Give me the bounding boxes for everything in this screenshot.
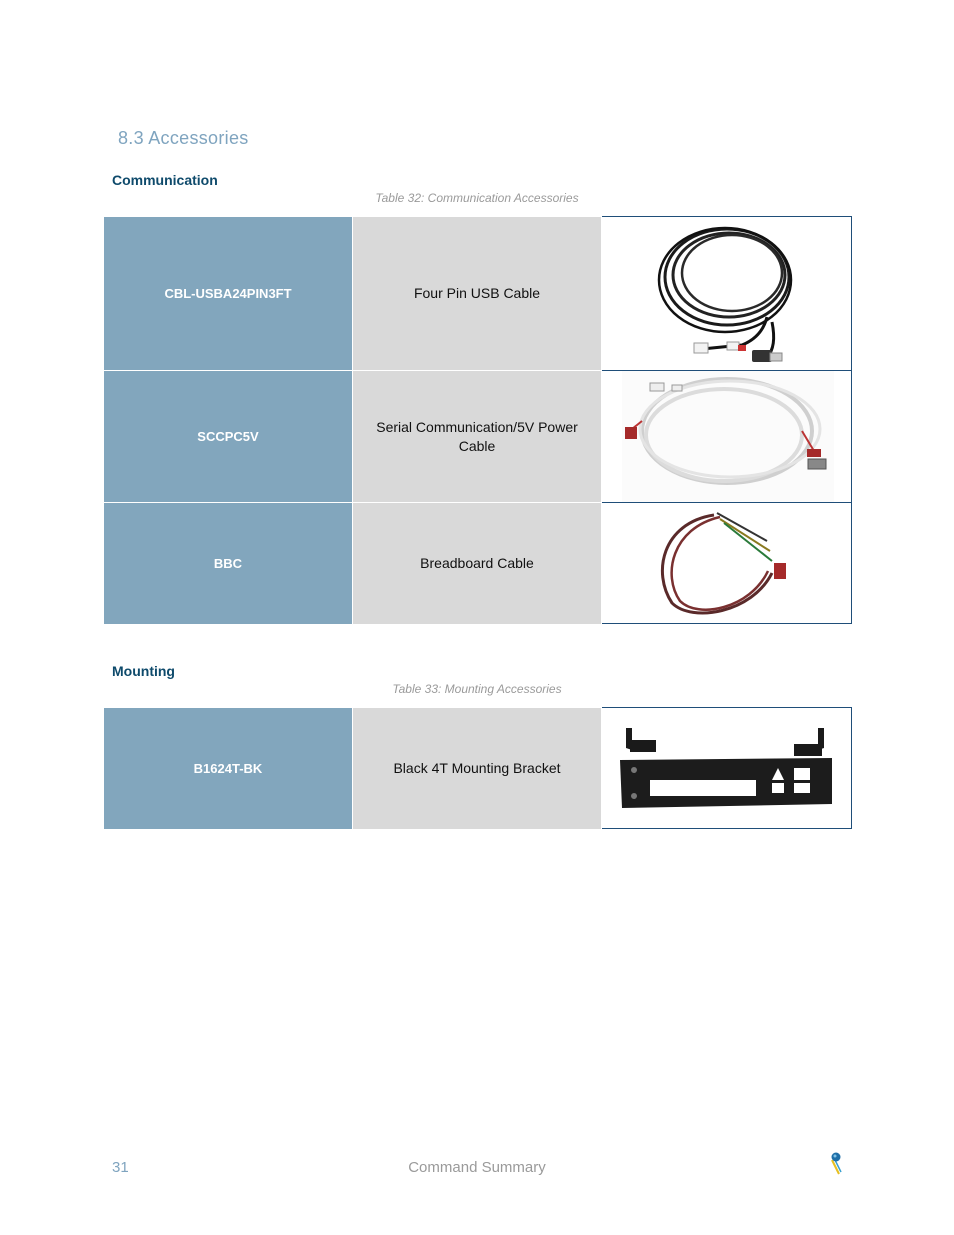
communication-table-caption: Table 32: Communication Accessories — [375, 191, 579, 205]
usb-cable-photo — [602, 217, 851, 370]
product-description: Serial Communication/5V Power Cable — [353, 371, 602, 503]
product-code: B1624T-BK — [104, 708, 353, 829]
table-row — [104, 503, 852, 624]
product-code: CBL-USBA24PIN3FT — [104, 217, 353, 371]
mounting-heading: Mounting — [112, 663, 175, 679]
mounting-table-caption: Table 33: Mounting Accessories — [392, 682, 562, 696]
product-description: Breadboard Cable — [353, 503, 602, 624]
communication-table — [104, 216, 852, 624]
footer-title: Command Summary — [408, 1159, 546, 1176]
product-code: SCCPC5V — [104, 371, 353, 503]
pin-logo-icon — [826, 1150, 846, 1176]
table-row — [104, 708, 852, 829]
communication-heading: Communication — [112, 172, 218, 188]
table-row — [104, 217, 852, 371]
serial-cable-photo — [602, 371, 851, 502]
product-image-cell — [602, 371, 852, 503]
product-code: BBC — [104, 503, 353, 624]
mounting-bracket-photo — [602, 708, 851, 828]
product-description: Four Pin USB Cable — [353, 217, 602, 371]
page-number: 31 — [112, 1159, 129, 1176]
section-title: 8.3 Accessories — [118, 128, 249, 148]
table-row — [104, 371, 852, 503]
product-image-cell — [602, 217, 852, 371]
mounting-table — [104, 707, 852, 829]
breadboard-cable-photo — [602, 503, 851, 623]
product-image-cell — [602, 503, 852, 624]
product-image-cell — [602, 708, 852, 829]
product-description: Black 4T Mounting Bracket — [353, 708, 602, 829]
